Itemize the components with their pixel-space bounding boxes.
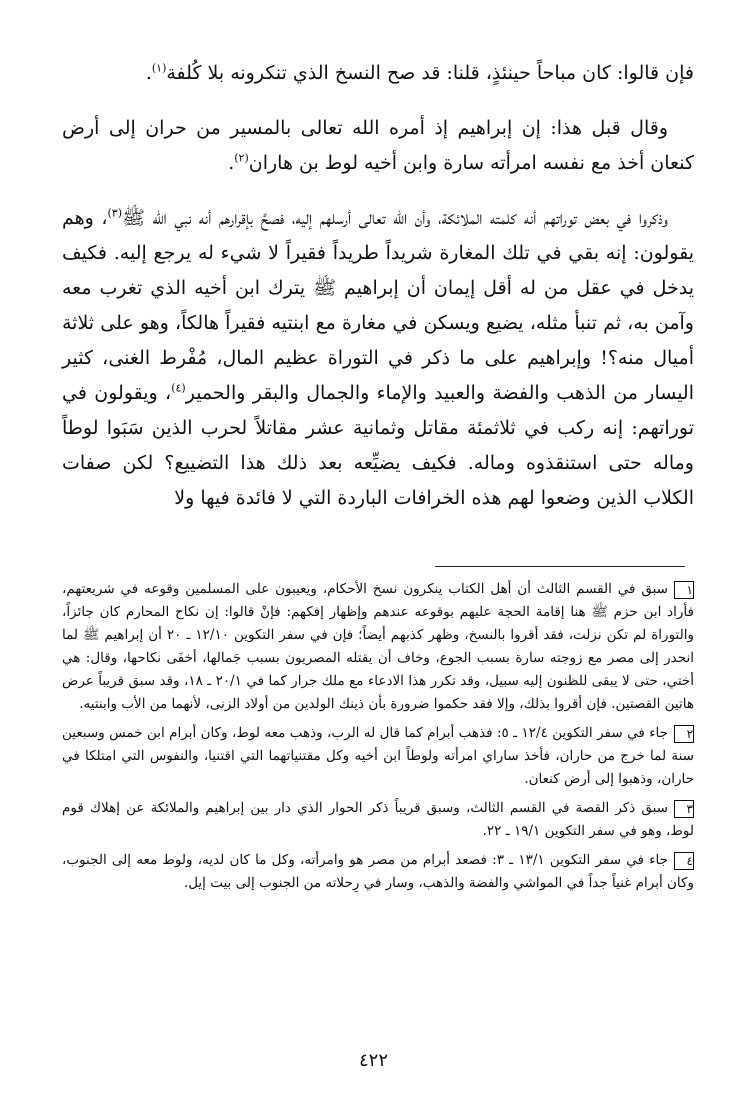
footnote-ref-1: (١) xyxy=(151,61,167,75)
footnote-divider xyxy=(435,566,685,567)
main-text xyxy=(62,56,694,536)
paragraph-3-tail: ، وهم يقولون: إنه بقي في تلك المغارة شريداً طريداً فقيراً لا شيء له يرجع إليه. فكيف يدخل في عقل من له أقل إيمان أن إبراهيم ﷺ يترك ابن أخيه الذي تغرب معه وآمن به، ثم تنبأ مثله، يضيع ويسكن في مغارة مع ابنتيه فقيراً هالكاً، وهو على ثلاثة أميال منه؟! وإبراهيم على ما ذكر في التوراة عظيم المال، مُفْرط الغنى، كثير اليسار من الذهب والفضة والعبيد والإماء والجمال والبقر والحمير xyxy=(62,207,694,404)
footnote-ref-4: (٤) xyxy=(171,381,186,395)
footnote-number-2: ٢ xyxy=(674,725,694,743)
footnote-1 xyxy=(62,578,694,716)
paragraph-3-tail-2: ، ويقولون في توراتهم: إنه ركب في ثلاثمئة مقاتل وثمانية عشر مقاتلاً لحرب الذين سَبَوا لوطاً وماله حتى استنقذوه وماله. فكيف يضيِّعه بعد ذلك هذا التضييع؟ لكن صفات الكلاب الذين وضعوا لهم هذه الخرافات الباردة التي لا فائدة فيها ولا xyxy=(62,382,694,509)
paragraph-2-text: وقال قبل هذا: إن إبراهيم إذ أمره الله تعالى بالمسير من حران إلى أرض كنعان أخذ مع نفسه امرأته سارة وابن أخيه لوط بن هاران xyxy=(62,117,694,174)
footnotes xyxy=(62,578,694,901)
footnote-text-1: سبق في القسم الثالث أن أهل الكتاب ينكرون نسخ الأحكام، ويعيبون على المسلمين وقوعه في شريعتهم، فأراد ابن حزم ﷺ هنا إقامة الحجة عليهم بوقوعه عندهم وإظهار إفكهم: فإنْ قالوا: إن نكاح المحارم كان جائزاً، والتوراة لم تكن نزلت، فقد أقروا بالنسخ، وظهر كذبهم أيضاً؛ فإن في سفر التكوين ١٢/١٠ ـ ٢٠ أن إبراهيم ﷺ لما انحدر إلى مصر مع زوجته سارة بسبب الجوع، وخاف أن يقتله المصريون بسبب جَمالها، أخفَى نكاحها، وقال: هي أختي، حتى لا يبقى للظنون إليه سبيل، وقد تكرر هذا الادعاء مع ملك جرار كما في ٢٠/١ ـ ١٨، وقد سبق قريباً عرض هاتين القصتين. فإن أقروا بذلك، وإلا فقد حكموا ضرورة بأن ذينك الولدين من أولاد الزنى، لأنهما من الأب وابنتيه. xyxy=(62,581,695,712)
paragraph-1-tail: . xyxy=(145,62,152,84)
paragraph-2-tail: . xyxy=(228,152,235,174)
paragraph-3-text: وذكروا في بعض توراتهم أنه كلمته الملائكة، وأن الله تعالى أرسلهم إليه، فصحَّ بإقرارهم أنه نبي الله ﷺ xyxy=(122,207,669,229)
paragraph-2 xyxy=(62,111,694,181)
footnote-text-2: جاء في سفر التكوين ١٢/٤ ـ ٥: فذهب أبرام كما قال له الرب، وذهب معه لوط، وكان أبرام ابن خمس وسبعين سنة لما خرج من حاران، فأخذ ساراي امرأته ولوطاً ابن أخيه وكل مقتنياتهما التي اقتنيا، والنفوس التي امتلكا في حاران، وذهبوا إلى أرض كنعان. xyxy=(62,725,694,787)
footnote-ref-2: (٢) xyxy=(234,151,249,165)
paragraph-1-text: فإن قالوا: كان مباحاً حينئذٍ، قلنا: قد صح النسخ الذي تنكرونه بلا كُلفة xyxy=(166,62,694,84)
footnote-text-3: سبق ذكر القصة في القسم الثالث، وسبق قريباً ذكر الحوار الذي دار بين إبراهيم والملائكة عن إهلاك قوم لوط، وهو في سفر التكوين ١٩/١ ـ ٢٢. xyxy=(62,800,694,839)
footnote-ref-3: (٣) xyxy=(107,206,123,220)
footnote-number-4: ٤ xyxy=(674,852,694,870)
footnote-2 xyxy=(62,722,694,791)
paragraph-1 xyxy=(62,56,694,91)
paragraph-3 xyxy=(62,201,694,516)
footnote-text-4: جاء في سفر التكوين ١٣/١ ـ ٣: فصعد أبرام من مصر هو وامرأته، وكل ما كان لديه، ولوط معه إلى الجنوب، وكان أبرام غنياً جداً في المواشي والفضة والذهب، وسار في رِحلاته من الجنوب إلى بيت إيل. xyxy=(62,852,694,891)
footnote-number-1: ١ xyxy=(674,581,694,599)
page-number: ٤٢٢ xyxy=(358,1050,388,1071)
footnote-4 xyxy=(62,849,694,895)
footnote-3 xyxy=(62,797,694,843)
footnote-number-3: ٣ xyxy=(674,800,694,818)
